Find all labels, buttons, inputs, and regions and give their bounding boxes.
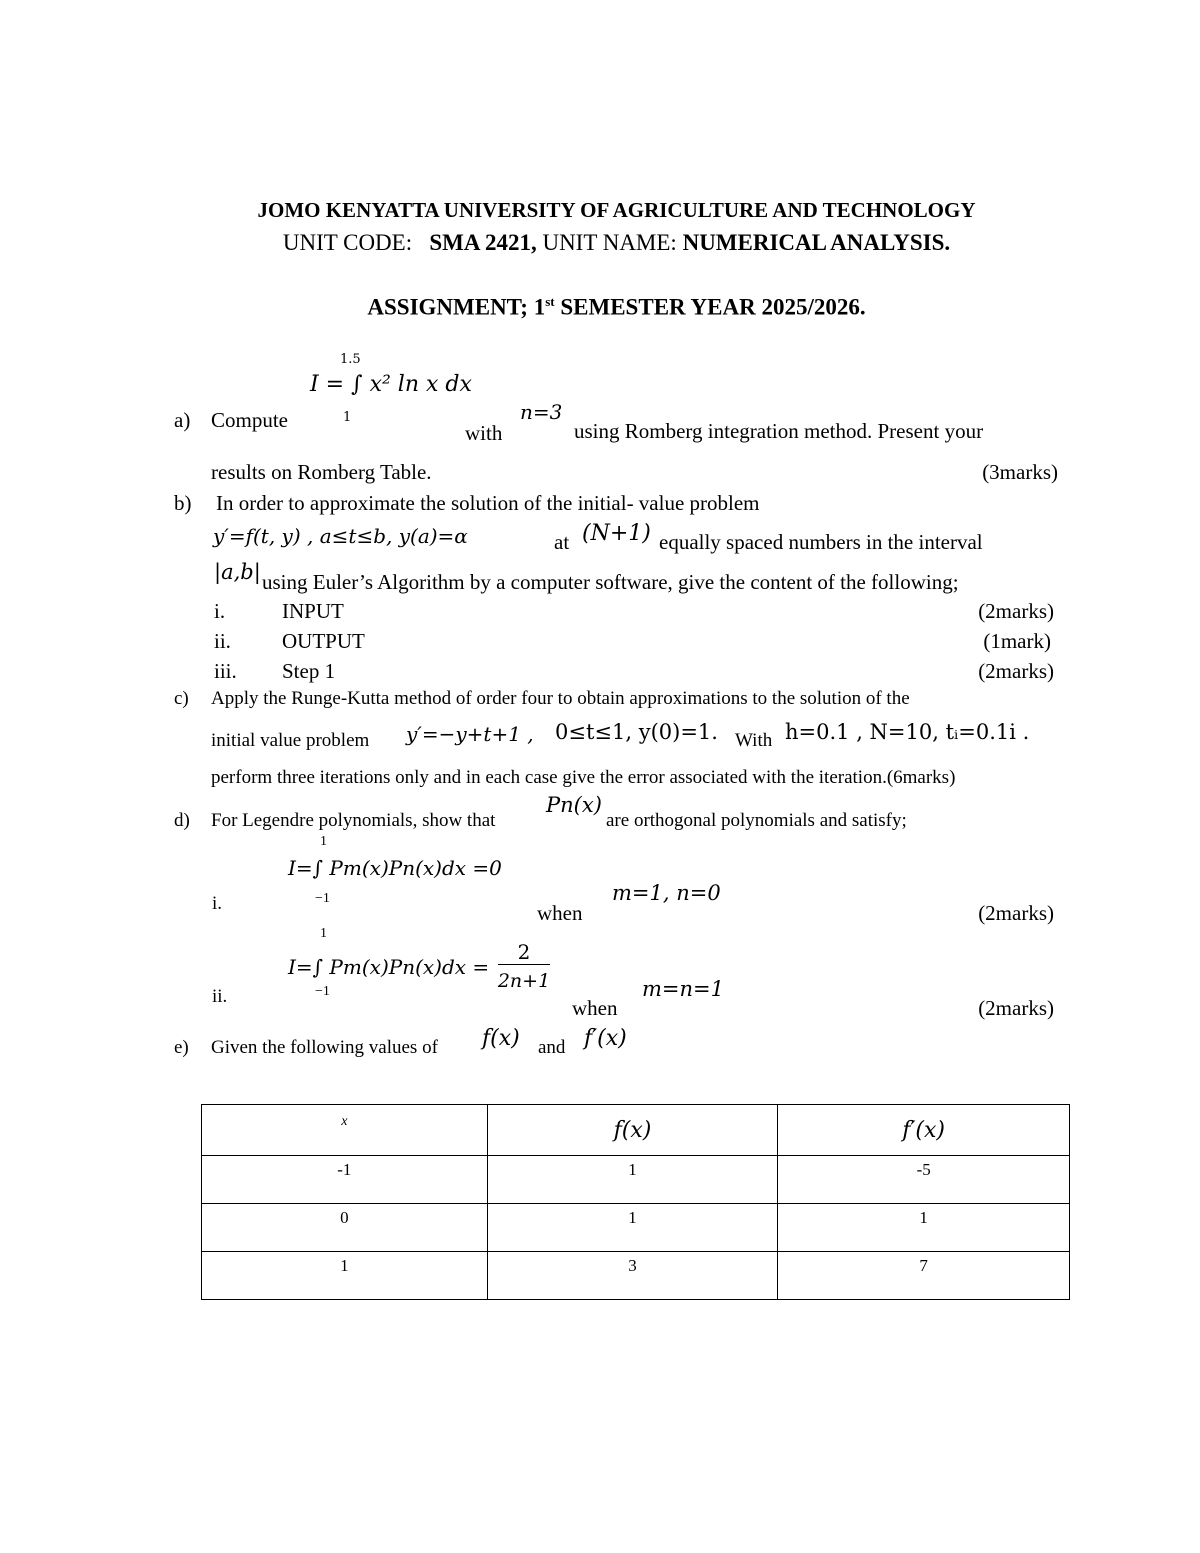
qd-i-num: i. — [212, 893, 223, 914]
table-header-row — [202, 1105, 1070, 1156]
unit-code-label: UNIT CODE: — [282, 230, 413, 255]
assignment-suffix: SEMESTER YEAR 2025/2026. — [560, 294, 866, 320]
qd-ii-num: ii. — [212, 986, 228, 1007]
unit-name-label: UNIT NAME: — [542, 230, 677, 255]
qb-item3-num: iii. — [214, 659, 237, 683]
qd-i-lower: −1 — [315, 891, 330, 906]
table-header-cell: x — [202, 1105, 488, 1156]
qe-fx: f(x) — [482, 1026, 520, 1051]
qc-line2-prefix: initial value problem — [211, 730, 370, 751]
qc-line3: perform three iterations only and in each case give the error associated with the iteration.(6marks) — [211, 767, 956, 788]
qd-ii-upper: 1 — [320, 926, 327, 941]
assignment-prefix: ASSIGNMENT; 1 — [367, 294, 546, 320]
qd-i-upper: 1 — [320, 834, 327, 849]
qb-at: at — [554, 530, 570, 554]
qd-ii-when: when — [572, 996, 618, 1020]
qa-integral-lower: 1 — [343, 410, 352, 425]
qc-params: h=0.1 , N=10, tᵢ=0.1i . — [785, 720, 1030, 744]
table-header-cell: f′(x) — [778, 1105, 1070, 1156]
table-cell: -5 — [778, 1156, 1070, 1204]
qe-and: and — [538, 1037, 566, 1058]
qb-item3-marks: (2marks) — [978, 659, 1054, 683]
qb-letter: b) — [174, 491, 192, 515]
qd-ii-frac-num: 2 — [498, 940, 550, 965]
qd-pn: Pn(x) — [546, 793, 602, 817]
qc-letter: c) — [174, 688, 189, 709]
table-cell: -1 — [202, 1156, 488, 1204]
table-header-cell: f(x) — [487, 1105, 778, 1156]
table-cell: 1 — [487, 1204, 778, 1252]
qc-ode: y′=−y+t+1 , — [406, 722, 534, 746]
qd-i-when: when — [537, 901, 583, 925]
unit-name: NUMERICAL ANALYSIS. — [682, 230, 951, 255]
qe-letter: e) — [174, 1037, 189, 1058]
qd-i-expr: I=∫ Pm(x)Pn(x)dx =0 — [288, 856, 502, 880]
qa-with: with — [465, 421, 503, 445]
table-cell: 3 — [487, 1252, 778, 1300]
qa-n: n=3 — [520, 400, 563, 424]
qa-integral: I = ∫ x² ln x dx — [310, 372, 472, 397]
table-cell: 0 — [202, 1204, 488, 1252]
qa-letter: a) — [174, 408, 191, 432]
qb-ivp: y′=f(t, y) , a≤t≤b, y(a)=α — [213, 524, 468, 548]
qd-ii-lower: −1 — [315, 984, 330, 999]
table-row — [202, 1204, 1070, 1252]
qb-item2-label: OUTPUT — [282, 629, 365, 653]
qd-ii-marks: (2marks) — [978, 996, 1054, 1020]
qb-intro: In order to approximate the solution of the initial- value problem — [216, 491, 760, 515]
assignment-title — [0, 294, 1200, 321]
qd-i-marks: (2marks) — [978, 901, 1054, 925]
qc-line1: Apply the Runge-Kutta method of order four to obtain approximations to the solution of the — [211, 688, 910, 709]
qc-with: With — [735, 730, 773, 751]
qe-fpx: f′(x) — [584, 1026, 627, 1051]
qc-cond: 0≤t≤1, y(0)=1. — [555, 720, 718, 744]
table-row — [202, 1156, 1070, 1204]
qd-i-cond: m=1, n=0 — [612, 881, 721, 905]
qb-item3-label: Step 1 — [282, 659, 336, 683]
table-cell: 1 — [778, 1204, 1070, 1252]
qb-item2-num: ii. — [214, 629, 231, 653]
qb-text1: equally spaced numbers in the interval — [659, 530, 983, 554]
table-cell: 1 — [202, 1252, 488, 1300]
table-row — [202, 1252, 1070, 1300]
qb-text2: using Euler’s Algorithm by a computer software, give the content of the following; — [262, 570, 959, 594]
table-cell: 1 — [487, 1156, 778, 1204]
qd-ii-expr: I=∫ Pm(x)Pn(x)dx = — [288, 955, 490, 979]
qd-ii-cond: m=n=1 — [642, 977, 724, 1001]
qa-marks: (3marks) — [982, 460, 1058, 484]
qb-item1-label: INPUT — [282, 599, 344, 623]
unit-code: SMA 2421, — [429, 230, 537, 255]
qd-prefix: For Legendre polynomials, show that — [211, 810, 496, 831]
values-table — [201, 1104, 1070, 1300]
qa-text2: results on Romberg Table. — [211, 460, 432, 484]
qb-interval: |a,b| — [214, 560, 261, 584]
unit-line — [0, 230, 1200, 256]
qd-suffix: are orthogonal polynomials and satisfy; — [606, 810, 907, 831]
qb-item1-marks: (2marks) — [978, 599, 1054, 623]
qd-letter: d) — [174, 810, 190, 831]
qb-item1-num: i. — [214, 599, 226, 623]
qd-ii-frac-den: 2n+1 — [497, 970, 551, 992]
university-title: JOMO KENYATTA UNIVERSITY OF AGRICULTURE AND TECHNOLOGY — [257, 198, 976, 222]
assignment-sup: st — [545, 294, 555, 309]
table-cell: 7 — [778, 1252, 1070, 1300]
qe-prefix: Given the following values of — [211, 1037, 438, 1058]
qa-text1: using Romberg integration method. Present your — [574, 419, 984, 443]
qa-integral-upper: 1.5 — [340, 352, 361, 367]
qb-npoints: (N+1) — [582, 521, 651, 546]
qb-item2-marks: (1mark) — [983, 629, 1051, 653]
qa-compute: Compute — [211, 408, 288, 432]
